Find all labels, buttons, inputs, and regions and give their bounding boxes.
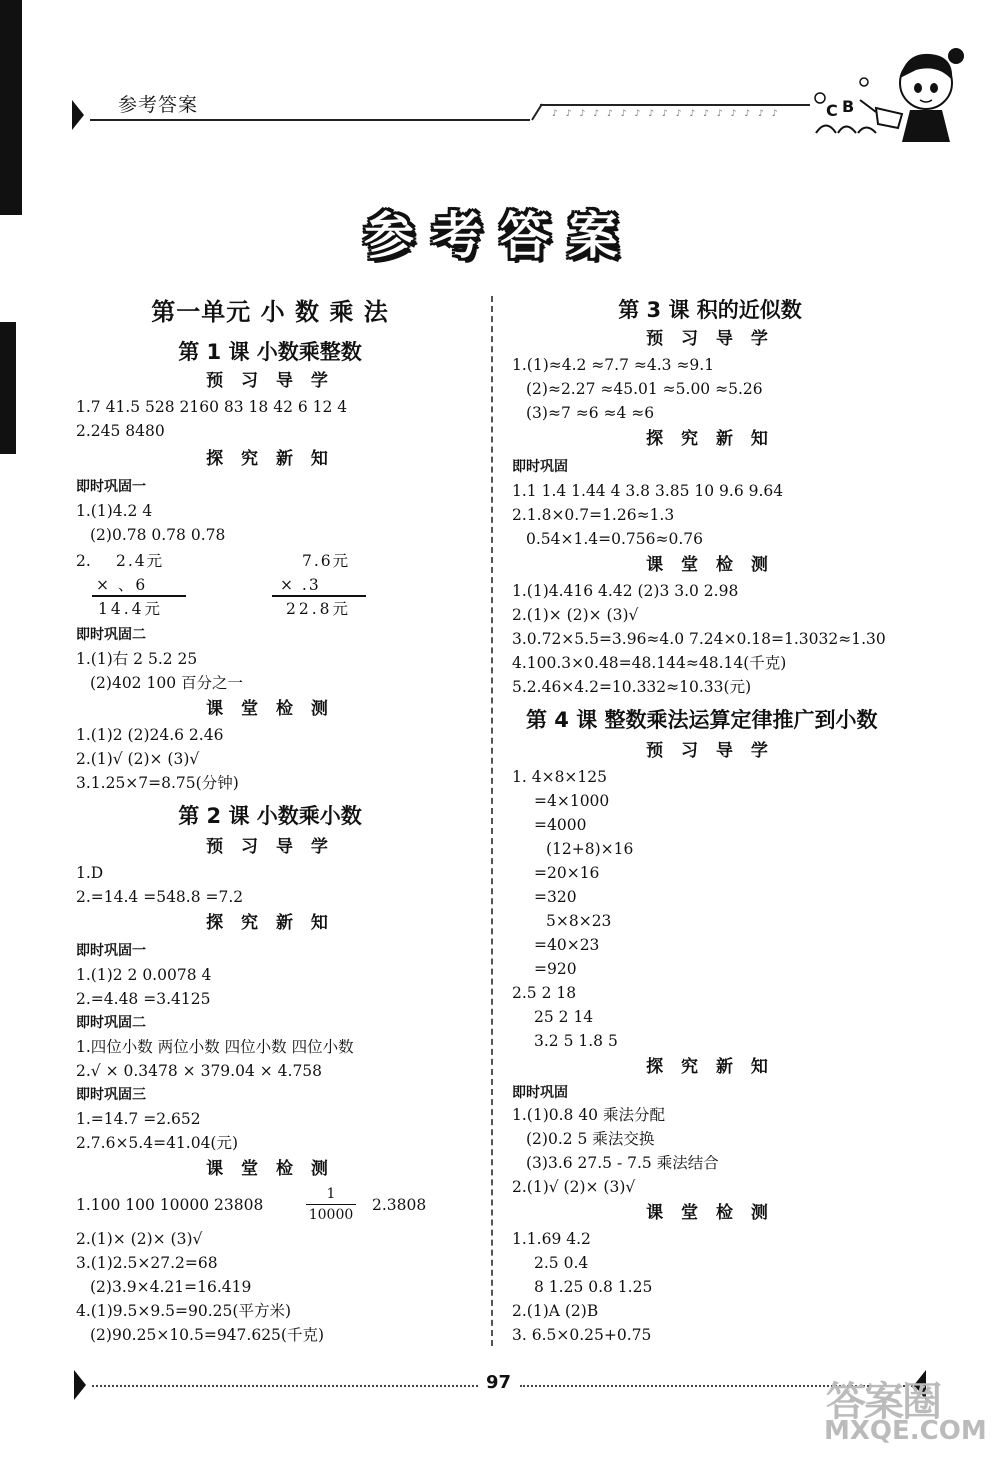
vertical-calc-1-rule	[92, 595, 186, 597]
lesson-4-preview-line-8: =40×23	[534, 936, 600, 954]
vertical-calc-1-top: 2.4元	[116, 552, 165, 570]
lesson-3-c-line-3: 0.54×1.4=0.756≈0.76	[526, 530, 704, 548]
watermark-logo: 答案圈	[826, 1379, 940, 1425]
svg-text:B: B	[842, 97, 855, 116]
lesson-4-preview-line-1: 1. 4×8×125	[512, 768, 607, 786]
lesson-2-check-line-4: (2)3.9×4.21=16.419	[90, 1278, 252, 1296]
vertical-calc-2-multiplier: × .3	[280, 576, 321, 594]
lesson-3-check-line-2: 2.(1)× (2)× (3)√	[512, 606, 639, 624]
vertical-calc-2-top: 7.6元	[302, 552, 351, 570]
header-grass-decoration: ♪♪♪♪♪♪♪♪♪♪♪♪♪♪♪♪♪	[552, 109, 786, 119]
lesson-2-consolidate-1: 即时巩固一	[76, 943, 146, 959]
footer-dotted-line-left	[92, 1385, 478, 1387]
lesson-2-c3-line-1: 1.=14.7 =2.652	[76, 1110, 201, 1128]
running-header	[0, 0, 1000, 150]
lesson-3-check-heading: 课 堂 检 测	[646, 555, 774, 575]
fraction-denominator: 10000	[308, 1207, 354, 1223]
lesson-4-check-line-3: 8 1.25 0.8 1.25	[534, 1278, 653, 1296]
lesson-1-preview-line-2: 2.245 8480	[76, 422, 165, 440]
lesson-3-check-line-5: 5.2.46×4.2=10.332≈10.33(元)	[512, 678, 752, 696]
vertical-calc-2-result: 22.8元	[286, 600, 352, 618]
lesson-1-title: 第 1 课 小数乘整数	[178, 340, 362, 364]
lesson-4-check-heading: 课 堂 检 测	[646, 1203, 774, 1223]
lesson-2-c1-line-2: 2.=4.48 =3.4125	[76, 990, 211, 1008]
fraction-numerator: 1	[326, 1186, 336, 1202]
lesson-2-check-line-3: 3.(1)2.5×27.2=68	[76, 1254, 218, 1272]
lesson-2-preview-line-2: 2.=14.4 =548.8 =7.2	[76, 888, 244, 906]
girl-watering-flowers-icon	[806, 38, 966, 148]
svg-text:C: C	[826, 101, 838, 120]
lesson-3-c-line-2: 2.1.8×0.7=1.26≈1.3	[512, 506, 675, 524]
lesson-4-check-line-1: 1.1.69 4.2	[512, 1230, 591, 1248]
lesson-2-title: 第 2 课 小数乘小数	[178, 804, 362, 828]
lesson-4-preview-line-9: =920	[534, 960, 577, 978]
lesson-1-c1-line-1: 1.(1)4.2 4	[76, 502, 153, 520]
lesson-2-c2-line-2: 2.√ × 0.3478 × 379.04 × 4.758	[76, 1062, 323, 1080]
lesson-1-check-line-2: 2.(1)√ (2)× (3)√	[76, 750, 200, 768]
lesson-4-preview-line-7: 5×8×23	[546, 912, 612, 930]
lesson-4-preview-line-3: =4000	[534, 816, 587, 834]
vertical-calc-1-multiplier: × 、6	[96, 576, 148, 594]
lesson-4-preview-heading: 预 习 导 学	[646, 741, 774, 761]
lesson-1-consolidate-2: 即时巩固二	[76, 627, 146, 643]
lesson-3-preview-line-1: 1.(1)≈4.2 ≈7.7 ≈4.3 ≈9.1	[512, 356, 715, 374]
lesson-2-check-heading: 课 堂 检 测	[206, 1159, 334, 1179]
lesson-4-preview-line-4: (12+8)×16	[546, 840, 634, 858]
lesson-3-explore-heading: 探 究 新 知	[646, 429, 774, 449]
lesson-4-consolidate: 即时巩固	[512, 1085, 568, 1101]
lesson-1-preview-line-1: 1.7 41.5 528 2160 83 18 42 6 12 4	[76, 398, 348, 416]
lesson-4-preview-line-11: 25 2 14	[534, 1008, 594, 1026]
lesson-1-explore-heading: 探 究 新 知	[206, 449, 334, 469]
lesson-1-consolidate-1: 即时巩固一	[76, 479, 146, 495]
lesson-1-check-heading: 课 堂 检 测	[206, 699, 334, 719]
lesson-4-preview-line-6: =320	[534, 888, 577, 906]
lesson-2-preview-heading: 预 习 导 学	[206, 837, 334, 857]
lesson-2-check-line-1-end: 2.3808	[372, 1196, 427, 1214]
lesson-4-preview-line-12: 3.2 5 1.8 5	[534, 1032, 618, 1050]
lesson-4-preview-line-10: 2.5 2 18	[512, 984, 577, 1002]
header-bracket-icon	[70, 98, 90, 132]
lesson-4-c-line-1: 1.(1)0.8 40 乘法分配	[512, 1106, 665, 1124]
lesson-3-preview-line-3: (3)≈7 ≈6 ≈4 ≈6	[526, 404, 655, 422]
page-edge-mark-middle	[0, 322, 16, 454]
lesson-1-preview-heading: 预 习 导 学	[206, 371, 334, 391]
lesson-3-preview-line-2: (2)≈2.27 ≈45.01 ≈5.00 ≈5.26	[526, 380, 763, 398]
page-number: 97	[486, 1372, 512, 1393]
vertical-calc-1-result: 14.4元	[98, 600, 164, 618]
lesson-2-check-line-2: 2.(1)× (2)× (3)√	[76, 1230, 203, 1248]
lesson-4-c-line-2: (2)0.2 5 乘法交换	[526, 1130, 655, 1148]
lesson-1-check-line-3: 3.1.25×7=8.75(分钟)	[76, 774, 239, 792]
watermark-url: MXQE.COM	[824, 1416, 987, 1446]
lesson-2-check-line-6: (2)90.25×10.5=947.625(千克)	[90, 1326, 325, 1344]
lesson-2-c1-line-1: 1.(1)2 2 0.0078 4	[76, 966, 212, 984]
lesson-2-check-line-1: 1.100 100 10000 23808	[76, 1196, 264, 1214]
main-title: 参考答案	[364, 207, 636, 265]
lesson-2-consolidate-3: 即时巩固三	[76, 1087, 146, 1103]
lesson-4-c-line-4: 2.(1)√ (2)× (3)√	[512, 1178, 636, 1196]
lesson-2-c2-line-1: 1.四位小数 两位小数 四位小数 四位小数	[76, 1038, 354, 1056]
lesson-4-preview-line-2: =4×1000	[534, 792, 610, 810]
unit-title: 第一单元 小 数 乘 法	[151, 298, 389, 326]
lesson-4-c-line-3: (3)3.6 27.5 - 7.5 乘法结合	[526, 1154, 719, 1172]
lesson-1-c2-line-2: (2)402 100 百分之一	[90, 674, 243, 692]
lesson-1-c2-line-1: 1.(1)右 2 5.2 25	[76, 650, 198, 668]
lesson-2-preview-line-1: 1.D	[76, 864, 104, 882]
column-divider	[491, 296, 493, 1346]
lesson-4-title: 第 4 课 整数乘法运算定律推广到小数	[526, 708, 878, 732]
header-label: 参考答案	[118, 94, 199, 116]
lesson-1-check-line-1: 1.(1)2 (2)24.6 2.46	[76, 726, 224, 744]
lesson-3-consolidate: 即时巩固	[512, 459, 568, 475]
fraction-one-over-ten-thousand	[306, 1186, 356, 1223]
lesson-3-preview-heading: 预 习 导 学	[646, 329, 774, 349]
lesson-4-check-line-4: 2.(1)A (2)B	[512, 1302, 599, 1320]
vertical-calc-2-rule	[272, 595, 366, 597]
lesson-3-title: 第 3 课 积的近似数	[618, 298, 802, 322]
lesson-2-check-line-5: 4.(1)9.5×9.5=90.25(平方米)	[76, 1302, 291, 1320]
lesson-2-c3-line-2: 2.7.6×5.4=41.04(元)	[76, 1134, 239, 1152]
lesson-2-explore-heading: 探 究 新 知	[206, 913, 334, 933]
lesson-4-check-line-2: 2.5 0.4	[534, 1254, 589, 1272]
lesson-1-c1-line-2: (2)0.78 0.78 0.78	[90, 526, 226, 544]
lesson-4-check-line-5: 3. 6.5×0.25+0.75	[512, 1326, 652, 1344]
lesson-4-explore-heading: 探 究 新 知	[646, 1057, 774, 1077]
lesson-2-consolidate-2: 即时巩固二	[76, 1015, 146, 1031]
lesson-4-preview-line-5: =20×16	[534, 864, 600, 882]
lesson-3-check-line-1: 1.(1)4.416 4.42 (2)3 3.0 2.98	[512, 582, 739, 600]
vertical-calc-number: 2.	[76, 552, 91, 570]
lesson-3-check-line-4: 4.100.3×0.48=48.144≈48.14(千克)	[512, 654, 787, 672]
lesson-3-c-line-1: 1.1 1.4 1.44 4 3.8 3.85 10 9.6 9.64	[512, 482, 784, 500]
footer-bracket-left-icon	[72, 1368, 90, 1402]
lesson-3-check-line-3: 3.0.72×5.5=3.96≈4.0 7.24×0.18=1.3032≈1.30	[512, 630, 886, 648]
